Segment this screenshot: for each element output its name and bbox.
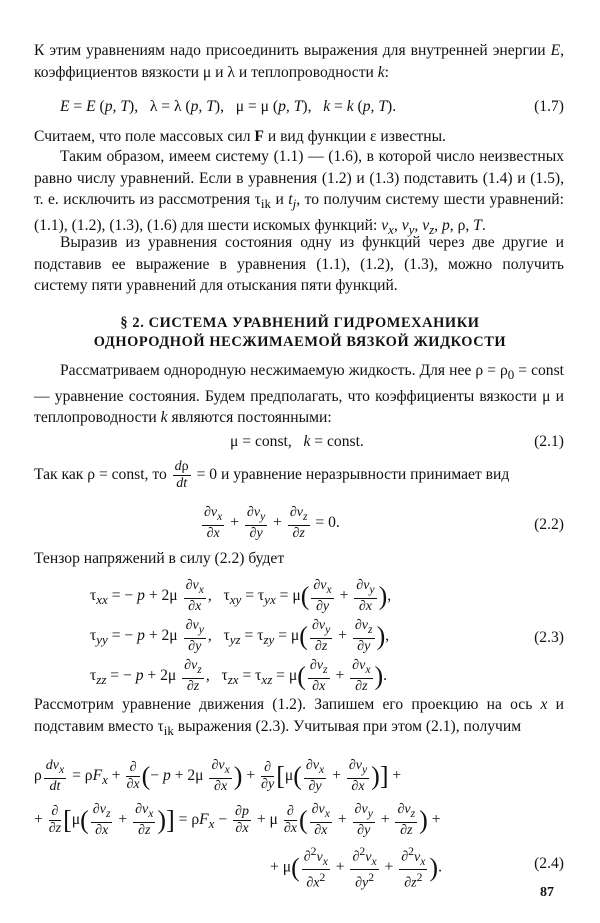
equation-number-1-7: (1.7)	[534, 98, 564, 115]
paragraph-motion: Рассмотрим уравнение движения (1.2). Запишем его проекцию на ось x и подставим вместо $\tau_{ik}$ выражения (2.3). Учитывая при этом (2.1), получим	[34, 696, 564, 738]
equation-2-2: $\frac{\partial v_x}{\partial x}$ + $\frac{\partial v_y}{\partial y}$ + $\frac{\partial v_z}{\partial z}$ = 0.	[204, 505, 340, 541]
equation-number-2-3: (2.3)	[534, 629, 564, 646]
equation-2-4-line-3: + μ( $\frac{\partial^2v_x}{\partial x^2}$ + $\frac{\partial^2v_x}{\partial y^2}$ + $\frac{\partial^2v_x}{\partial z^2}$ ).	[270, 845, 442, 892]
section-title-line-2: ОДНОРОДНОЙ НЕСЖИМАЕМОЙ ВЯЗКОЙ ЖИДКОСТИ	[93, 334, 507, 350]
equation-2-3-row-3: $\tau_{zz}$ = − p + 2μ $\frac{\partial v_z}{\partial z}$ , $\tau_{zx} = \tau_{xz} = \mu$( $\frac{\partial v_z}{\partial x}$ + $\frac{\partial v_x}{\partial z}$ ).	[90, 658, 388, 694]
paragraph-system: Таким образом, имеем систему (1.1) — (1.6), в которой число неизвестных равно числу уравнений. Если в уравнения (1.2) и (1.3) подставить (1.4) и (1.5), т. е. исключить из рассмотрения $\tau_{ik}$ и $t_j$, то получим систему шести уравнений: (1.1), (1.2), (1.3), (1.6) для шести искомых функций: $v_x$, $v_y$, $v_z$, p, ρ, T.	[34, 148, 564, 237]
paragraph-consider: Рассматриваем однородную несжимаемую жидкость. Для нее $\rho = \rho_0$ = const — уравнение состояния. Будем предполагать, что коэффициенты вязкости μ и теплопроводности k являются постоянными:	[34, 362, 564, 427]
equation-1-7: E = E (p, T), λ = λ (p, T), μ = μ (p, T), k = k (p, T).	[60, 98, 397, 115]
equation-2-4-line-1: ρ $\frac{dv_x}{dt}$ = $\rho F_x$ + $\frac{\partial}{\partial x}$ (− p + 2μ $\frac{\partial v_x}{\partial x}$ ) + $\frac{\partial}{\partial y}$ [μ( $\frac{\partial v_x}{\partial y}$ + $\frac{\partial v_y}{\partial x}$ )] +	[34, 758, 402, 794]
equation-number-2-2: (2.2)	[534, 516, 564, 533]
equation-2-3-row-1: $\tau_{xx}$ = − p + 2μ $\frac{\partial v_x}{\partial x}$ , $\tau_{xy} = \tau_{yx} = \mu$( $\frac{\partial v_x}{\partial y}$ + $\frac{\partial v_y}{\partial x}$ ),	[90, 578, 392, 614]
equation-2-4-line-2: + $\frac{\partial}{\partial z}$ [μ( $\frac{\partial v_z}{\partial x}$ + $\frac{\partial v_x}{\partial z}$ )] = $\rho F_x$ − $\frac{\partial p}{\partial x}$ + μ $\frac{\partial}{\partial x}$ ( $\frac{\partial v_x}{\partial x}$ + $\frac{\partial v_y}{\partial y}$ + $\frac{\partial v_z}{\partial z}$ ) +	[34, 802, 441, 838]
equation-number-2-4: (2.4)	[534, 855, 564, 872]
paragraph-intro: К этим уравнениям надо присоединить выражения для внутренней энергии E, коэффициентов вязкости μ и λ и теплопроводности k:	[34, 42, 564, 81]
equation-2-3-row-2: $\tau_{yy}$ = − p + 2μ $\frac{\partial v_y}{\partial y}$ , $\tau_{yz} = \tau_{zy} = \mu$( $\frac{\partial v_y}{\partial z}$ + $\frac{\partial v_z}{\partial y}$ ),	[90, 618, 390, 654]
paragraph-mass-forces: Считаем, что поле массовых сил F и вид функции ε известны.	[34, 128, 446, 145]
equation-2-1: μ = const, k = const.	[230, 433, 364, 450]
paragraph-since: Так как ρ = const, то $\frac{d\rho}{dt}$ = 0 и уравнение неразрывности принимает вид	[34, 459, 510, 491]
paragraph-state-equation: Выразив из уравнения состояния одну из функций через две другие и подставив ее выражение в уравнения (1.1), (1.2), (1.3), можно получить систему пяти уравнений для отыскания пяти функций.	[34, 234, 564, 294]
paragraph-tensor: Тензор напряжений в силу (2.2) будет	[34, 550, 285, 567]
section-title-line-1: § 2. СИСТЕМА УРАВНЕНИЙ ГИДРОМЕХАНИКИ	[120, 315, 480, 331]
equation-number-2-1: (2.1)	[534, 433, 564, 450]
page-number: 87	[540, 885, 554, 900]
